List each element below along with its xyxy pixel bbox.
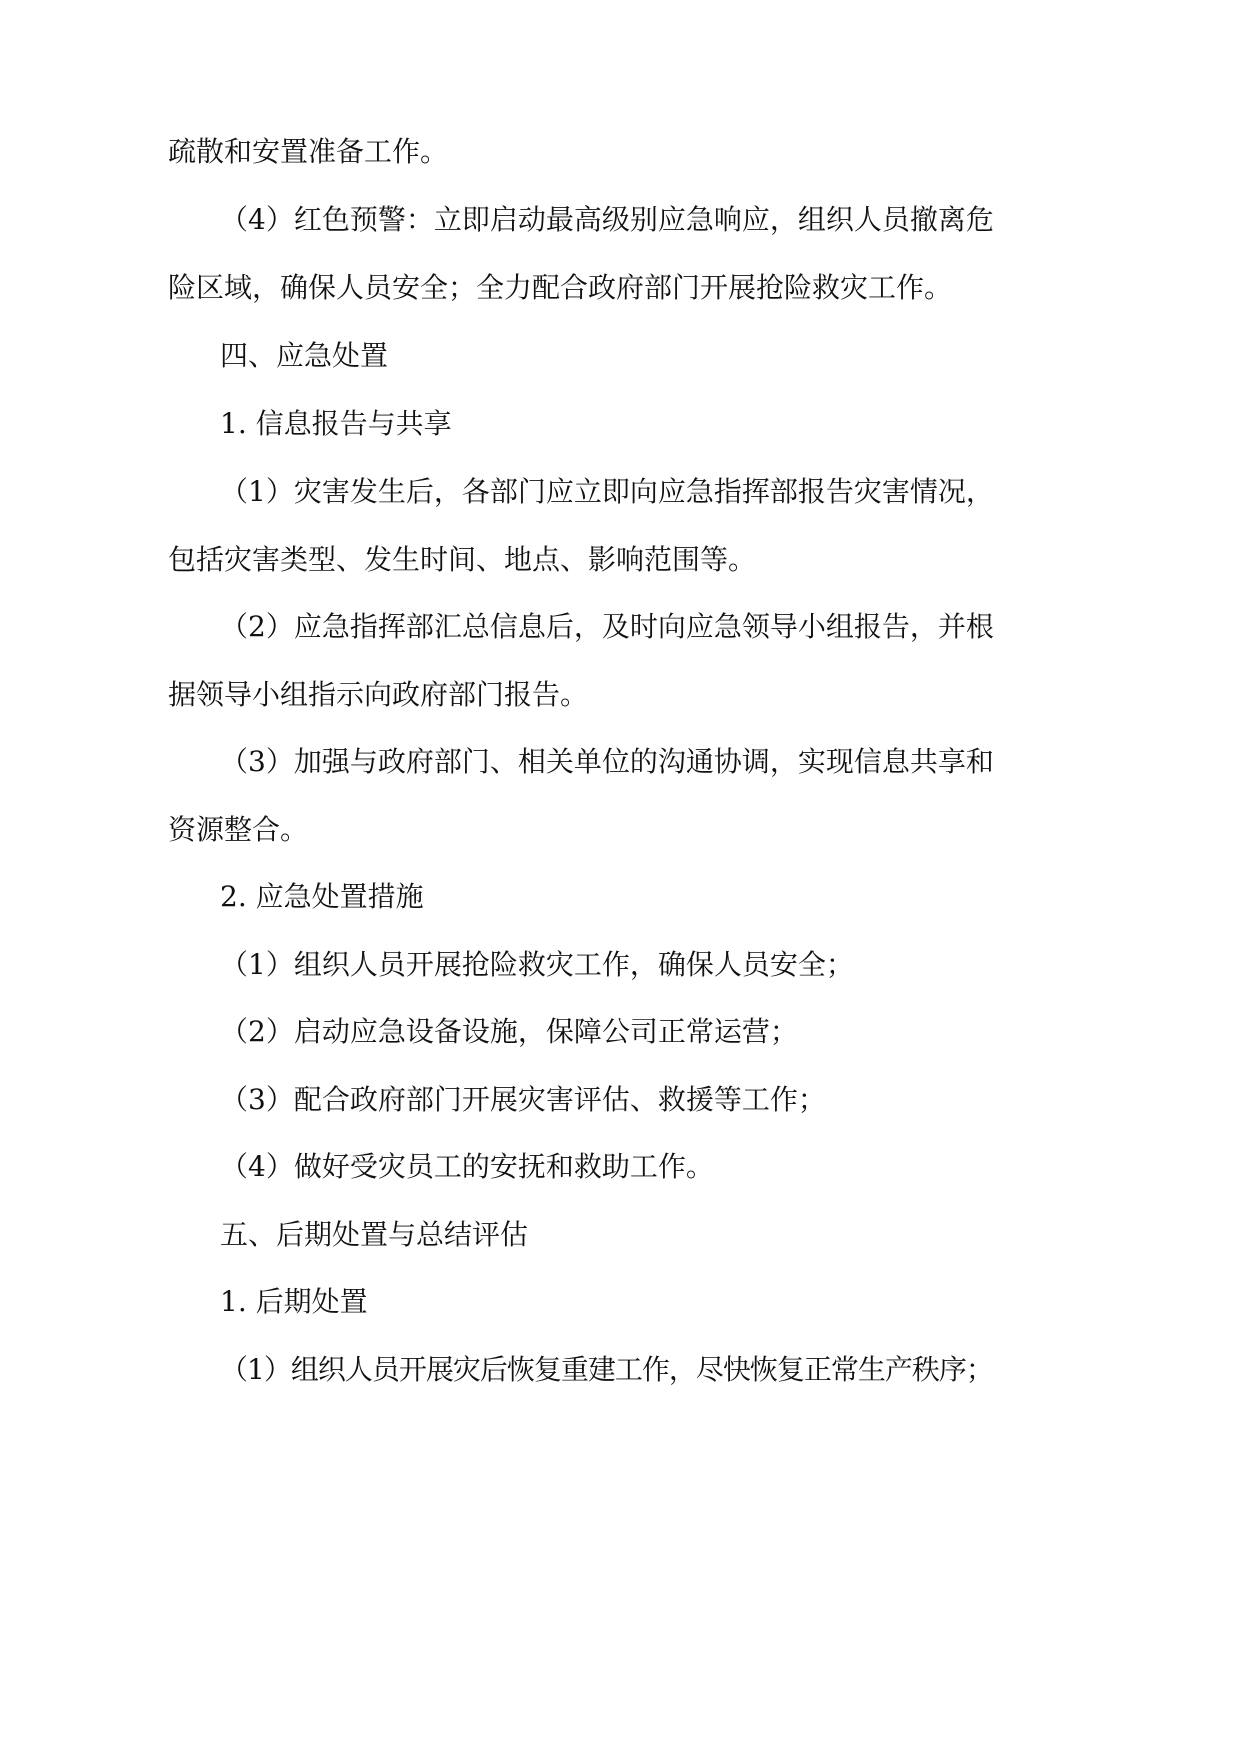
section-heading: 五、后期处置与总结评估 — [220, 1218, 529, 1251]
subsection-heading: 1. 后期处置 — [220, 1285, 368, 1318]
text-line: （2）应急指挥部汇总信息后，及时向应急领导小组报告，并根 — [220, 610, 994, 643]
text-line: （4）红色预警：立即启动最高级别应急响应，组织人员撤离危 — [220, 203, 994, 236]
list-item: （4）做好受灾员工的安抚和救助工作。 — [220, 1150, 714, 1183]
text-line: 险区域，确保人员安全；全力配合政府部门开展抢险救灾工作。 — [168, 271, 953, 304]
text-line: 资源整合。 — [168, 813, 309, 846]
list-item: （1）组织人员开展抢险救灾工作，确保人员安全； — [220, 948, 854, 981]
text-line: （1）灾害发生后，各部门应立即向应急指挥部报告灾害情况， — [220, 475, 994, 508]
text-line: 包括灾害类型、发生时间、地点、影响范围等。 — [168, 543, 757, 576]
subsection-heading: 1. 信息报告与共享 — [220, 407, 452, 440]
list-item: （1）组织人员开展灾后恢复重建工作，尽快恢复正常生产秩序； — [220, 1353, 993, 1386]
subsection-heading: 2. 应急处置措施 — [220, 880, 424, 913]
text-line: （3）加强与政府部门、相关单位的沟通协调，实现信息共享和 — [220, 745, 994, 778]
list-item: （3）配合政府部门开展灾害评估、救援等工作； — [220, 1083, 826, 1116]
text-line: 据领导小组指示向政府部门报告。 — [168, 678, 589, 711]
section-heading: 四、应急处置 — [220, 339, 389, 372]
list-item: （2）启动应急设备设施，保障公司正常运营； — [220, 1015, 798, 1048]
text-line: 疏散和安置准备工作。 — [168, 135, 449, 168]
